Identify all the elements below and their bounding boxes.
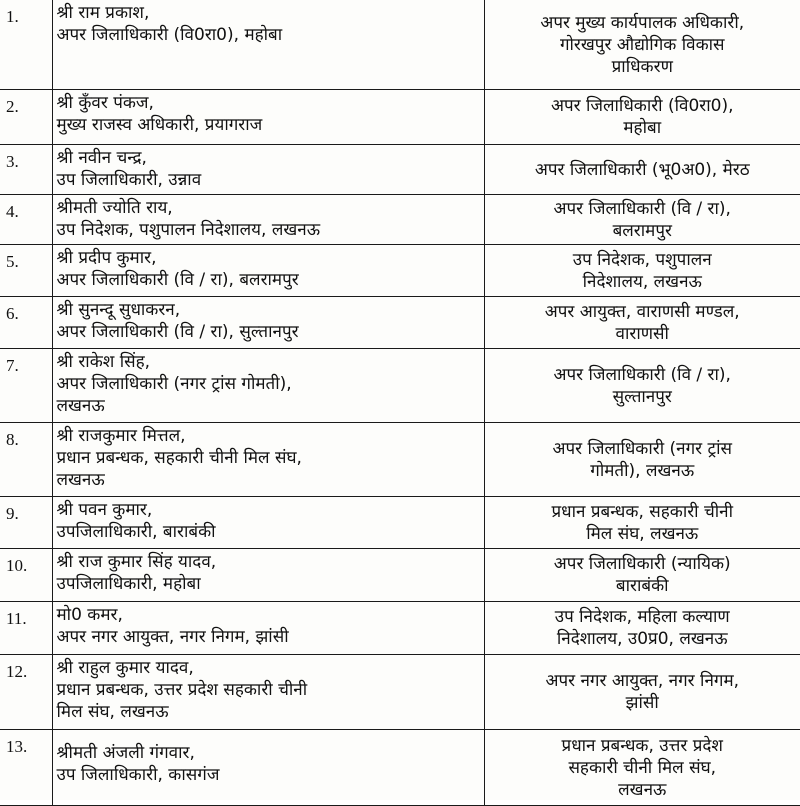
officer-name: श्री राहुल कुमार यादव, (56, 657, 194, 678)
officer-cell (52, 548, 484, 601)
officer-cell (52, 296, 484, 348)
officer-cell (52, 0, 484, 89)
serial-number: 6. (0, 296, 52, 348)
officer-name: श्री राम प्रकाश, (56, 3, 150, 23)
current-post: मुख्य राजस्व अधिकारी, प्रयागराज (56, 114, 263, 135)
current-post: उप जिलाधिकारी, उन्नाव (56, 169, 202, 190)
serial-number: 13. (0, 729, 52, 805)
table-row (0, 296, 800, 348)
table-row (0, 654, 800, 729)
current-post: प्रधान प्रबन्धक, सहकारी चीनी मिल संघ, लखनऊ (56, 447, 302, 490)
officer-cell (52, 144, 484, 194)
serial-number: 1. (0, 0, 52, 89)
new-post: अपर आयुक्त, वाराणसी मण्डल, वाराणसी (484, 296, 800, 348)
current-post: प्रधान प्रबन्धक, उत्तर प्रदेश सहकारी चीनी मिल संघ, लखनऊ (56, 679, 308, 722)
serial-number: 10. (0, 548, 52, 601)
serial-number: 12. (0, 654, 52, 729)
current-post: अपर जिलाधिकारी (वि / रा), बलरामपुर (56, 269, 299, 290)
new-post: अपर जिलाधिकारी (वि / रा), बलरामपुर (484, 194, 800, 244)
officer-name: श्री राजकुमार मित्तल, (56, 425, 186, 446)
table-row (0, 144, 800, 194)
officer-cell (52, 729, 484, 805)
new-post: उप निदेशक, महिला कल्याण निदेशालय, उ0प्र0, लखनऊ (484, 601, 800, 654)
new-post: प्रधान प्रबन्धक, उत्तर प्रदेश सहकारी चीनी मिल संघ, लखनऊ (484, 729, 800, 805)
table-row (0, 601, 800, 654)
current-post: उप जिलाधिकारी, कासगंज (56, 764, 220, 785)
current-post: उप निदेशक, पशुपालन निदेशालय, लखनऊ (56, 219, 321, 240)
officer-cell (52, 496, 484, 548)
officer-cell (52, 244, 484, 296)
new-post: अपर जिलाधिकारी (भू0अ0), मेरठ (484, 144, 800, 194)
new-post: अपर जिलाधिकारी (न्यायिक) बाराबंकी (484, 548, 800, 601)
table-row (0, 89, 800, 144)
current-post: अपर जिलाधिकारी (वि / रा), सुल्तानपुर (56, 321, 299, 342)
table-row (0, 422, 800, 496)
new-post: अपर जिलाधिकारी (वि / रा), सुल्तानपुर (484, 348, 800, 422)
current-post: अपर नगर आयुक्त, नगर निगम, झांसी (56, 626, 289, 647)
table-row (0, 0, 800, 89)
table-row (0, 548, 800, 601)
serial-number: 11. (0, 601, 52, 654)
officer-cell (52, 348, 484, 422)
serial-number: 8. (0, 422, 52, 496)
serial-number: 9. (0, 496, 52, 548)
current-post: उपजिलाधिकारी, बाराबंकी (56, 521, 216, 542)
officer-cell (52, 89, 484, 144)
officer-cell (52, 194, 484, 244)
current-post: अपर जिलाधिकारी (नगर ट्रांस गोमती), लखनऊ (56, 373, 292, 416)
new-post: अपर मुख्य कार्यपालक अधिकारी, गोरखपुर औद्योगिक विकास प्राधिकरण (484, 0, 800, 89)
new-post: अपर नगर आयुक्त, नगर निगम, झांसी (484, 654, 800, 729)
serial-number: 5. (0, 244, 52, 296)
new-post: अपर जिलाधिकारी (वि0रा0), महोबा (484, 89, 800, 144)
new-post: उप निदेशक, पशुपालन निदेशालय, लखनऊ (484, 244, 800, 296)
officer-cell (52, 601, 484, 654)
officer-name: श्री पवन कुमार, (56, 499, 153, 520)
officer-name: श्री नवीन चन्द्र, (56, 147, 147, 168)
new-post: प्रधान प्रबन्धक, सहकारी चीनी मिल संघ, लखनऊ (484, 496, 800, 548)
current-post: उपजिलाधिकारी, महोबा (56, 573, 201, 594)
serial-number: 3. (0, 144, 52, 194)
serial-number: 7. (0, 348, 52, 422)
table-row (0, 729, 800, 805)
officer-name: मो0 कमर, (56, 604, 123, 625)
officer-name: श्री सुनन्दू सुधाकरन, (56, 299, 181, 320)
officer-name: श्री प्रदीप कुमार, (56, 247, 157, 268)
officer-cell (52, 422, 484, 496)
current-post: अपर जिलाधिकारी (वि0रा0), महोबा (56, 25, 283, 45)
officer-name: श्री राज कुमार सिंह यादव, (56, 551, 217, 572)
serial-number: 4. (0, 194, 52, 244)
officer-name: श्री कुँवर पंकज, (56, 92, 154, 113)
officer-name: श्री राकेश सिंह, (56, 351, 151, 372)
table-row (0, 194, 800, 244)
table-row (0, 348, 800, 422)
officer-name: श्रीमती अंजली गंगवार, (56, 742, 195, 763)
table-row (0, 244, 800, 296)
serial-number: 2. (0, 89, 52, 144)
table-row (0, 496, 800, 548)
officer-cell (52, 654, 484, 729)
new-post: अपर जिलाधिकारी (नगर ट्रांस गोमती), लखनऊ (484, 422, 800, 496)
officer-name: श्रीमती ज्योति राय, (56, 197, 173, 218)
